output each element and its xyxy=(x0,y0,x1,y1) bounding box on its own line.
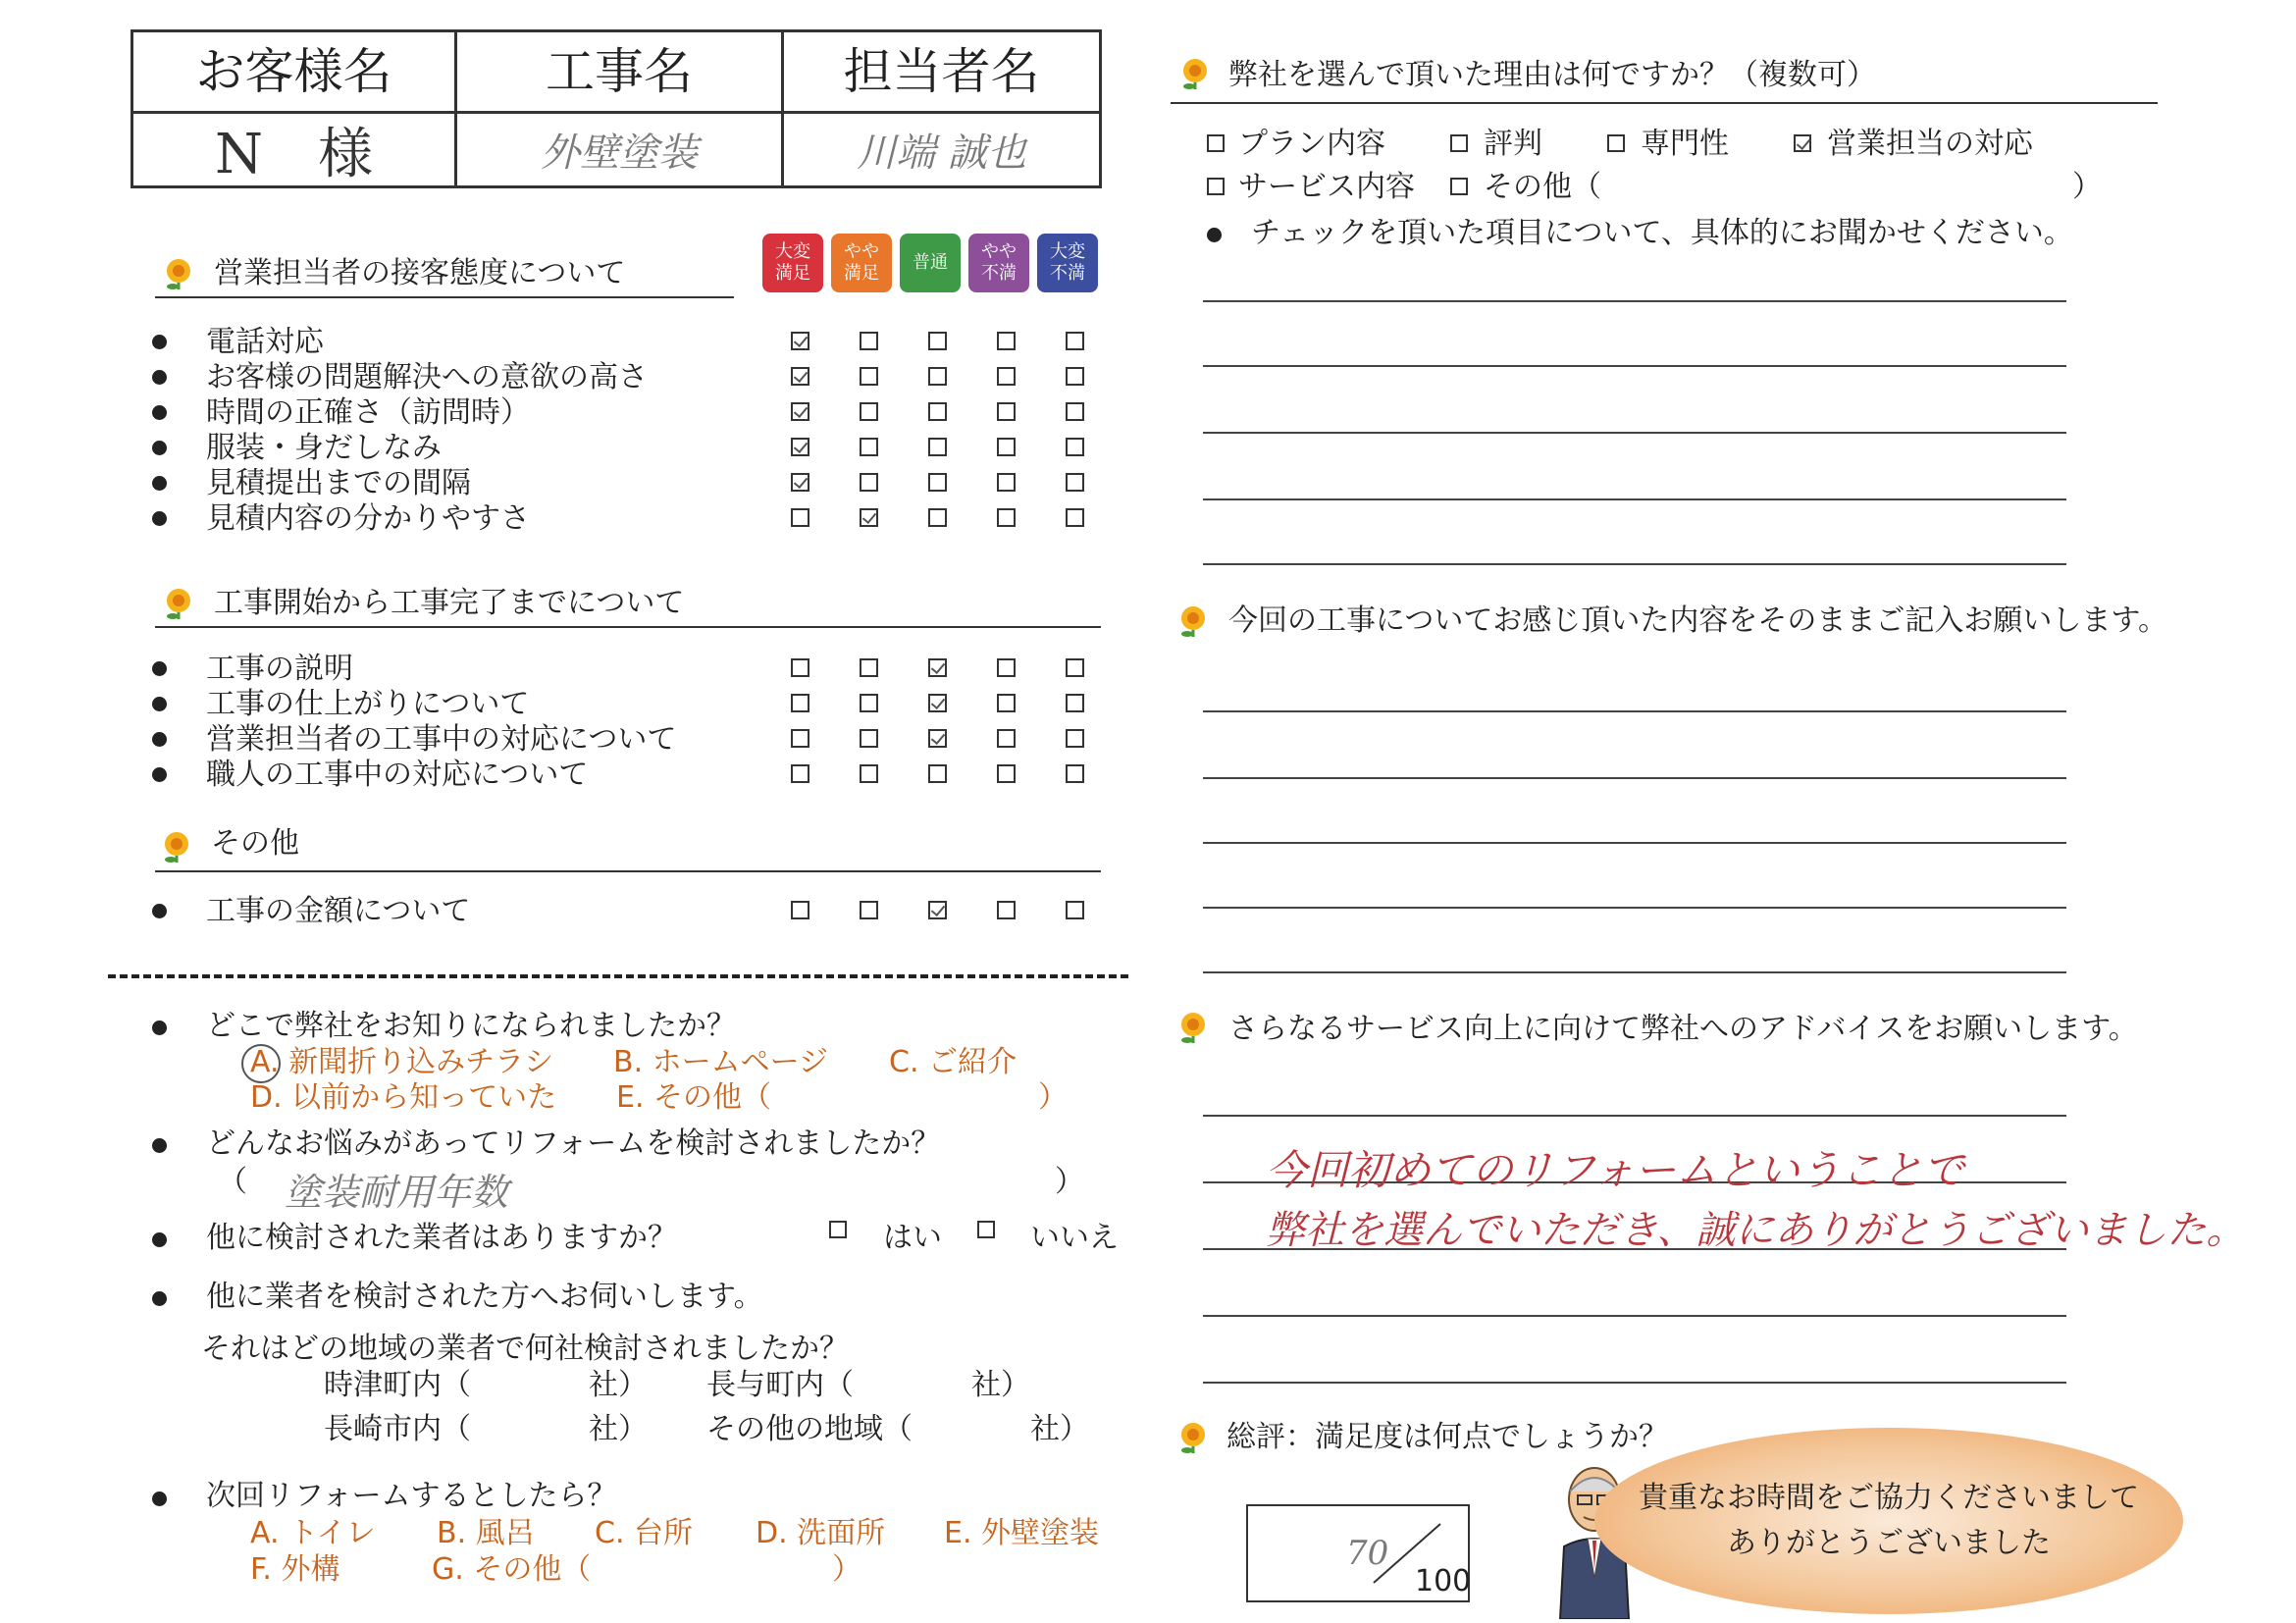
rating-badge-somewhat-satisfied: やや 満足 xyxy=(831,234,892,292)
section2-title: 工事開始から工事完了までについて xyxy=(214,586,685,620)
reason-other-label: その他（ xyxy=(1484,170,1601,204)
rating-checkbox[interactable] xyxy=(997,438,1016,456)
q-know-option-b[interactable]: B. ホームページ xyxy=(613,1045,829,1079)
rating-checkbox[interactable] xyxy=(928,367,947,386)
q-next-option-b[interactable]: B. 風呂 xyxy=(437,1516,535,1550)
rating-checkbox[interactable] xyxy=(928,438,947,456)
reason-service-label: サービス内容 xyxy=(1238,170,1415,204)
reason-plan-checkbox[interactable] xyxy=(1207,134,1225,152)
reason-reputation-checkbox[interactable] xyxy=(1450,134,1468,152)
rating-checkbox[interactable] xyxy=(860,901,878,919)
rating-checkbox[interactable] xyxy=(997,729,1016,748)
q-next-option-d[interactable]: D. 洗面所 xyxy=(756,1516,886,1550)
rating-checkbox[interactable] xyxy=(997,402,1016,421)
dashed-separator xyxy=(108,974,1128,978)
region-nagayo: 長与町内（ xyxy=(706,1368,854,1402)
q-next-option-g[interactable]: G. その他（ xyxy=(432,1552,592,1587)
rating-checkbox[interactable] xyxy=(1066,332,1084,350)
reason-other-checkbox[interactable] xyxy=(1450,178,1468,195)
s2-item-label: 工事の説明 xyxy=(206,652,353,686)
flower-icon xyxy=(1177,604,1209,638)
impression-title: 今回の工事についてお感じ頂いた内容をそのままご記入お願いします。 xyxy=(1228,603,2167,638)
rating-checkbox[interactable] xyxy=(997,901,1016,919)
rating-checkbox[interactable] xyxy=(928,473,947,492)
q-other-vendor-question: 他に検討された業者はありますか？ xyxy=(206,1221,677,1255)
rating-checkbox[interactable] xyxy=(860,764,878,783)
rating-checkbox[interactable] xyxy=(791,658,809,677)
q-worry-open: （ xyxy=(218,1165,247,1199)
q-vendor-region-question: それはどの地域の業者で何社検討されましたか？ xyxy=(201,1332,849,1366)
score-value: 70 xyxy=(1346,1534,1389,1573)
rating-checkbox[interactable] xyxy=(928,901,947,919)
score-box[interactable] xyxy=(1246,1504,1470,1602)
rating-badge-very-satisfied: 大変 満足 xyxy=(762,234,823,292)
region-nagasaki: 長崎市内（ xyxy=(324,1412,471,1446)
s1-item-label: 服装・身だしなみ xyxy=(206,431,442,465)
rating-checkbox[interactable] xyxy=(997,367,1016,386)
q-worry-answer[interactable]: 塗装耐用年数 xyxy=(285,1171,509,1214)
reason-plan-label: プラン内容 xyxy=(1238,127,1385,161)
rating-checkbox[interactable] xyxy=(791,729,809,748)
section3-title: その他 xyxy=(211,826,299,861)
advice-answer-line2[interactable]: 弊社を選んでいただき、誠にありがとうございました。 xyxy=(1266,1208,2246,1253)
header-staff-label: 担当者名 xyxy=(843,43,1040,100)
rating-checkbox[interactable] xyxy=(1066,402,1084,421)
rating-checkbox[interactable] xyxy=(860,508,878,527)
q-next-question: 次回リフォームするとしたら？ xyxy=(206,1479,617,1513)
rating-checkbox[interactable] xyxy=(928,658,947,677)
vendor-yes-checkbox[interactable] xyxy=(829,1221,847,1238)
rating-checkbox[interactable] xyxy=(928,332,947,350)
section1-title: 営業担当者の接客態度について xyxy=(214,256,626,290)
q-know-option-c[interactable]: C. ご紹介 xyxy=(889,1045,1018,1079)
thanks-line1: 貴重なお時間をご協力くださいまして xyxy=(1639,1480,2139,1515)
q-know-option-e[interactable]: E. その他（ xyxy=(616,1080,772,1115)
s1-item-label: 見積提出までの間隔 xyxy=(206,466,471,500)
region-suffix: 社） xyxy=(589,1368,648,1402)
s3-item-label: 工事の金額について xyxy=(206,894,471,928)
reason-sales-label: 営業担当の対応 xyxy=(1827,127,2033,161)
reason-expertise-label: 専門性 xyxy=(1641,127,1729,161)
rating-checkbox[interactable] xyxy=(997,764,1016,783)
rating-checkbox[interactable] xyxy=(1066,729,1084,748)
rating-checkbox[interactable] xyxy=(1066,764,1084,783)
customer-name: N 様 xyxy=(215,122,373,186)
q-vendor-intro: 他に業者を検討された方へお伺いします。 xyxy=(206,1280,763,1314)
s1-item-label: 時間の正確さ（訪問時） xyxy=(206,395,530,430)
rating-badge-somewhat-unsatisfied: やや 不満 xyxy=(968,234,1029,292)
region-other: その他の地域（ xyxy=(706,1412,913,1446)
q-next-option-e[interactable]: E. 外壁塗装 xyxy=(944,1516,1100,1550)
reason-sales-checkbox[interactable] xyxy=(1794,134,1811,152)
q-know-option-e-close: ） xyxy=(1038,1080,1068,1115)
rating-checkbox[interactable] xyxy=(928,729,947,748)
rating-checkbox[interactable] xyxy=(860,694,878,712)
rating-checkbox[interactable] xyxy=(997,658,1016,677)
rating-checkbox[interactable] xyxy=(1066,694,1084,712)
rating-checkbox[interactable] xyxy=(791,438,809,456)
flower-icon xyxy=(163,587,194,620)
q-next-option-a[interactable]: A. トイレ xyxy=(250,1516,376,1550)
rating-checkbox[interactable] xyxy=(860,473,878,492)
rating-checkbox[interactable] xyxy=(791,367,809,386)
staff-name: 川端 誠也 xyxy=(857,131,1026,176)
rating-badge-neutral: 普通 xyxy=(900,234,961,292)
flower-icon xyxy=(1179,57,1211,90)
score-title: 総評：満足度は何点でしょうか？ xyxy=(1226,1420,1668,1454)
reason-other-close: ） xyxy=(2072,170,2102,204)
q-next-option-f[interactable]: F. 外構 xyxy=(250,1552,340,1587)
header-project-label: 工事名 xyxy=(546,43,693,100)
rating-checkbox[interactable] xyxy=(1066,658,1084,677)
q-next-option-c[interactable]: C. 台所 xyxy=(595,1516,694,1550)
flower-icon xyxy=(163,257,194,290)
reason-reputation-label: 評判 xyxy=(1484,127,1542,161)
s1-item-label: お客様の問題解決への意欲の高さ xyxy=(206,360,648,394)
s1-item-label: 電話対応 xyxy=(206,325,324,359)
advice-answer-line1[interactable]: 今回初めてのリフォームということで xyxy=(1266,1146,1964,1194)
s1-item-label: 見積内容の分かりやすさ xyxy=(206,501,530,536)
rating-checkbox[interactable] xyxy=(791,402,809,421)
rating-checkbox[interactable] xyxy=(928,694,947,712)
detail-prompt: チェックを頂いた項目について、具体的にお聞かせください。 xyxy=(1251,216,2073,250)
region-suffix: 社） xyxy=(589,1412,648,1446)
rating-checkbox[interactable] xyxy=(791,901,809,919)
s2-item-label: 職人の工事中の対応について xyxy=(206,758,589,792)
header-customer-label: お客様名 xyxy=(195,43,392,100)
rating-checkbox[interactable] xyxy=(860,402,878,421)
rating-checkbox[interactable] xyxy=(860,658,878,677)
rating-checkbox[interactable] xyxy=(928,402,947,421)
rating-checkbox[interactable] xyxy=(1066,473,1084,492)
q-know-option-d[interactable]: D. 以前から知っていた xyxy=(250,1080,557,1115)
rating-checkbox[interactable] xyxy=(997,332,1016,350)
rating-checkbox[interactable] xyxy=(791,332,809,350)
rating-checkbox[interactable] xyxy=(791,764,809,783)
vendor-yes-label: はい xyxy=(883,1221,942,1255)
flower-icon xyxy=(161,830,192,864)
flower-icon xyxy=(1177,1011,1209,1044)
header-table xyxy=(130,29,1102,188)
score-max: 100 xyxy=(1415,1564,1472,1598)
q-know-option-a[interactable]: A. 新聞折り込みチラシ xyxy=(250,1045,554,1079)
rating-checkbox[interactable] xyxy=(860,729,878,748)
s2-item-label: 営業担当者の工事中の対応について xyxy=(206,722,677,757)
advice-title: さらなるサービス向上に向けて弊社へのアドバイスをお願いします。 xyxy=(1228,1012,2138,1046)
rating-checkbox[interactable] xyxy=(928,764,947,783)
vendor-no-label: いいえ xyxy=(1030,1221,1119,1255)
rating-checkbox[interactable] xyxy=(860,367,878,386)
q-next-option-g-close: ） xyxy=(832,1552,861,1587)
rating-checkbox[interactable] xyxy=(1066,438,1084,456)
vendor-no-checkbox[interactable] xyxy=(977,1221,995,1238)
s2-item-label: 工事の仕上がりについて xyxy=(206,687,530,721)
thanks-bubble xyxy=(1594,1428,2183,1614)
q-worry-close: ） xyxy=(1055,1165,1084,1199)
rating-checkbox[interactable] xyxy=(928,508,947,527)
rating-checkbox[interactable] xyxy=(997,473,1016,492)
reason-service-checkbox[interactable] xyxy=(1207,178,1225,195)
rating-checkbox[interactable] xyxy=(1066,508,1084,527)
rating-checkbox[interactable] xyxy=(791,508,809,527)
rating-checkbox[interactable] xyxy=(791,473,809,492)
project-name: 外壁塗装 xyxy=(541,131,698,176)
thanks-line2: ありがとうございました xyxy=(1727,1526,2051,1560)
rating-checkbox[interactable] xyxy=(997,694,1016,712)
reason-expertise-checkbox[interactable] xyxy=(1607,134,1625,152)
rating-checkbox[interactable] xyxy=(997,508,1016,527)
rating-checkbox[interactable] xyxy=(860,438,878,456)
rating-checkbox[interactable] xyxy=(1066,367,1084,386)
reason-title: 弊社を選んで頂いた理由は何ですか？（複数可） xyxy=(1228,58,1876,92)
rating-checkbox[interactable] xyxy=(1066,901,1084,919)
rating-badge-very-unsatisfied: 大変 不満 xyxy=(1037,234,1098,292)
region-togitsu: 時津町内（ xyxy=(324,1368,471,1402)
region-suffix: 社） xyxy=(1030,1412,1089,1446)
q-worry-question: どんなお悩みがあってリフォームを検討されましたか？ xyxy=(206,1126,941,1161)
flower-icon xyxy=(1177,1421,1209,1454)
rating-checkbox[interactable] xyxy=(860,332,878,350)
q-know-question: どこで弊社をお知りになられましたか？ xyxy=(206,1009,736,1043)
rating-checkbox[interactable] xyxy=(791,694,809,712)
region-suffix: 社） xyxy=(971,1368,1030,1402)
